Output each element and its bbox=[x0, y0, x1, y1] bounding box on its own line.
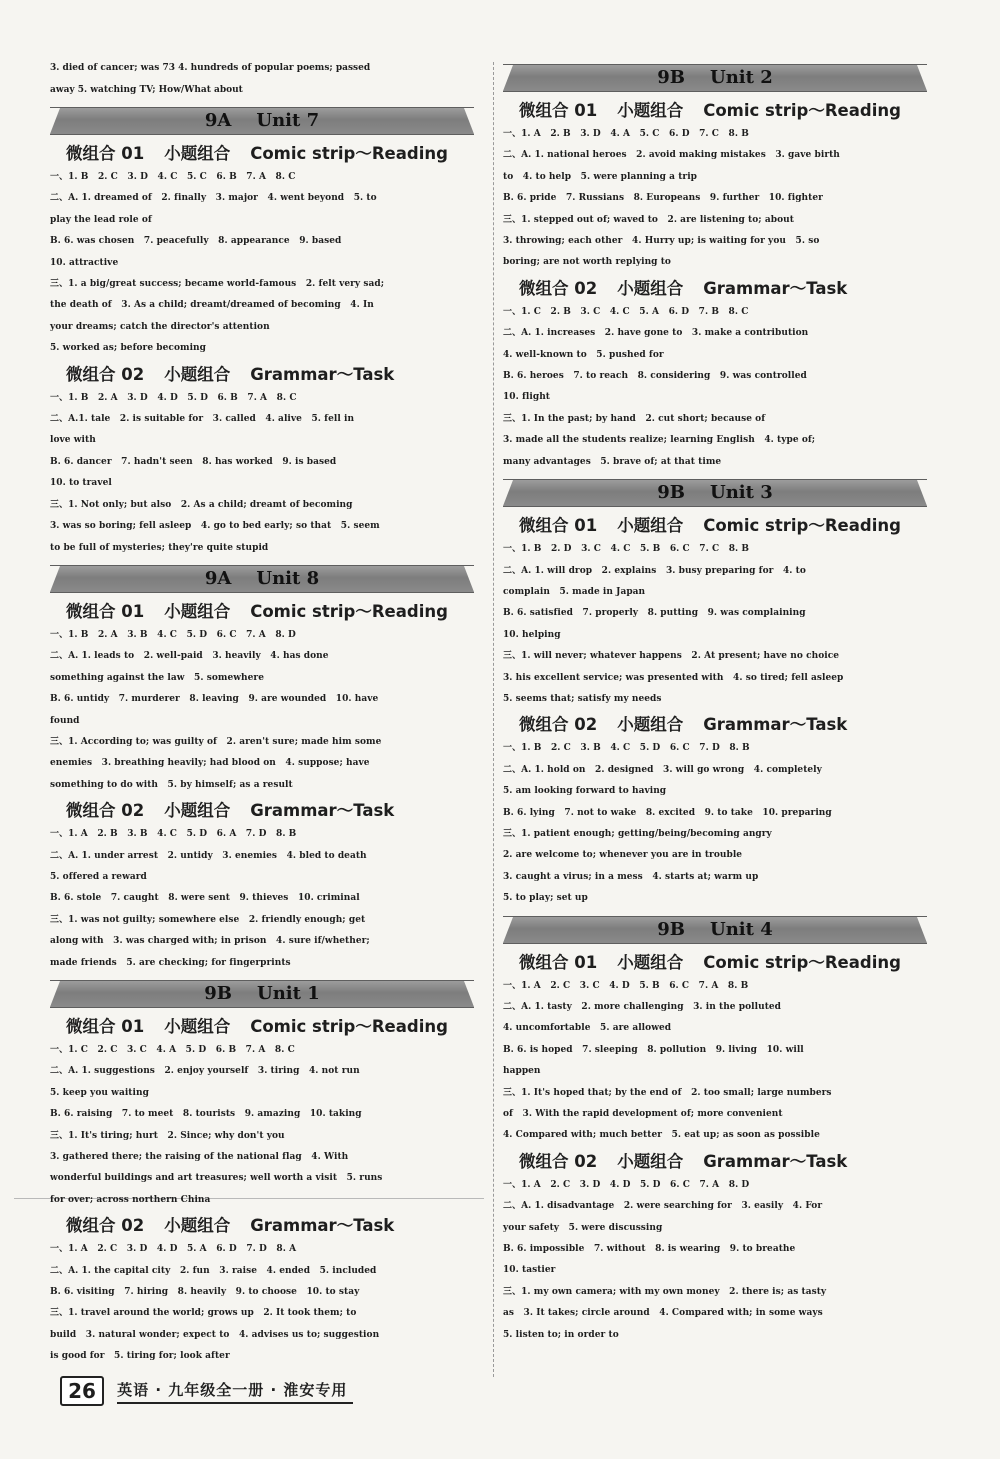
book-title: 英语 · 九年级全一册 · 淮安专用 bbox=[117, 1379, 353, 1404]
answer-line: 三、1. It's tiring; hurt 2. Since; why don't you bbox=[50, 1130, 285, 1141]
unit-header bbox=[50, 107, 474, 135]
answer-line: B. 6. satisfied 7. properly 8. putting 9. was complaining bbox=[503, 608, 806, 619]
answer-line: wonderful buildings and art treasures; well worth a visit 5. runs bbox=[50, 1173, 383, 1184]
answer-line: to 4. to help 5. were planning a trip bbox=[503, 171, 698, 182]
group-range: Comic strip～Reading bbox=[250, 1017, 448, 1036]
answer-line: 3. gathered there; the raising of the national flag 4. With bbox=[50, 1152, 349, 1163]
answer-line: 二、A. 1. under arrest 2. untidy 3. enemies 4. bled to death bbox=[50, 850, 367, 861]
group-number: 微组合 02 bbox=[519, 715, 598, 735]
unit-section bbox=[50, 565, 486, 974]
header-corner-left bbox=[503, 65, 513, 91]
unit-header bbox=[50, 565, 474, 593]
group-type: 小题组合 bbox=[164, 601, 231, 621]
answer-line: 二、A. 1. suggestions 2. enjoy yourself 3. tiring 4. not run bbox=[50, 1066, 360, 1077]
header-corner-right bbox=[917, 480, 927, 506]
group-range: Comic strip～Reading bbox=[250, 601, 448, 621]
answer-line: 一、1. B 2. C 3. D 4. C 5. C 6. B 7. A 8. C bbox=[50, 172, 296, 182]
answer-line: 二、A. 1. leads to 2. well-paid 3. heavily 4. has done bbox=[50, 651, 329, 662]
group-number: 微组合 02 bbox=[66, 364, 145, 384]
answer-line: to be full of mysteries; they're quite stupid bbox=[50, 542, 269, 553]
answer-line: 5. seems that; satisfy my needs bbox=[503, 693, 662, 704]
header-corner-left bbox=[50, 981, 60, 1007]
answer-line: 一、1. B 2. A 3. D 4. D 5. D 6. B 7. A 8. C bbox=[50, 392, 297, 403]
answer-line: 三、1. According to; was guilty of 2. aren't sure; made him some bbox=[50, 736, 382, 747]
sub-section-header bbox=[66, 362, 486, 388]
answer-line: 二、A. 1. hold on 2. designed 3. will go wrong 4. completely bbox=[503, 764, 822, 775]
right-column bbox=[503, 58, 935, 1346]
answer-line: B. 6. lying 7. not to wake 8. excited 9. to take 10. preparing bbox=[503, 807, 832, 818]
answer-line: 5. to play; set up bbox=[503, 893, 588, 904]
answer-line: build 3. natural wonder; expect to 4. advises us to; suggestion bbox=[50, 1329, 380, 1340]
answer-line: 三、1. In the past; by hand 2. cut short; because of bbox=[503, 413, 766, 424]
answer-line: something against the law 5. somewhere bbox=[50, 672, 264, 683]
group-number: 微组合 01 bbox=[66, 601, 145, 621]
sub-section-header bbox=[66, 798, 486, 824]
answer-line: 二、A.1. tale 2. is suitable for 3. called 4. alive 5. fell in bbox=[50, 414, 355, 425]
answer-line: 三、1. patient enough; getting/being/becoming angry bbox=[503, 828, 772, 839]
answer-line: 三、1. a big/great success; became world-famous 2. felt very sad; bbox=[50, 279, 385, 290]
answer-line: along with 3. was charged with; in prison 4. sure if/whether; bbox=[50, 936, 370, 947]
group-number: 微组合 02 bbox=[66, 801, 145, 821]
group-type: 小题组合 bbox=[164, 1216, 231, 1236]
unit-title: 9A Unit 8 bbox=[204, 567, 320, 589]
header-corner-left bbox=[503, 917, 513, 943]
sub-section-header bbox=[519, 712, 935, 738]
answer-line: boring; are not worth replying to bbox=[503, 257, 671, 268]
sub-section-header bbox=[66, 599, 486, 625]
group-type: 小题组合 bbox=[164, 144, 231, 163]
right-units bbox=[503, 64, 935, 1346]
group-number: 微组合 01 bbox=[519, 516, 598, 536]
sub-section-header bbox=[66, 1014, 486, 1040]
answer-line: 3. throwing; each other 4. Hurry up; is waiting for you 5. so bbox=[503, 236, 820, 247]
group-number: 微组合 02 bbox=[66, 1216, 145, 1236]
sub-section-header bbox=[519, 513, 935, 539]
answer-line: 三、1. stepped out of; waved to 2. are listening to; about bbox=[503, 214, 794, 225]
answer-line: of 3. With the rapid development of; more convenient bbox=[503, 1109, 783, 1120]
answer-line: 一、1. A 2. C 3. C 4. D 5. B 6. C 7. A 8. B bbox=[503, 980, 749, 991]
answer-line: 4. uncomfortable 5. are allowed bbox=[503, 1023, 672, 1034]
unit-header bbox=[50, 980, 474, 1008]
group-range: Comic strip～Reading bbox=[703, 101, 901, 120]
unit-header bbox=[503, 64, 927, 92]
answer-line: love with bbox=[50, 435, 96, 446]
group-type: 小题组合 bbox=[617, 715, 684, 735]
header-corner-right bbox=[464, 108, 474, 134]
page-footer bbox=[60, 1376, 353, 1404]
header-corner-left bbox=[503, 480, 513, 506]
header-corner-right bbox=[464, 566, 474, 592]
group-number: 微组合 01 bbox=[519, 101, 598, 120]
answer-line: B. 6. is hoped 7. sleeping 8. pollution 9. living 10. will bbox=[503, 1044, 804, 1055]
answer-line: play the lead role of bbox=[50, 214, 152, 225]
answer-line: something to do with 5. by himself; as a result bbox=[50, 779, 293, 790]
answer-line: is good for 5. tiring for; look after bbox=[50, 1351, 230, 1362]
answer-line: 二、A. 1. disadvantage 2. were searching for 3. easily 4. For bbox=[503, 1201, 823, 1212]
header-corner-left bbox=[50, 108, 60, 134]
sub-section-header bbox=[519, 1149, 935, 1175]
answer-line: B. 6. visiting 7. hiring 8. heavily 9. to choose 10. to stay bbox=[50, 1287, 360, 1298]
answer-line: B. 6. untidy 7. murderer 8. leaving 9. are wounded 10. have bbox=[50, 694, 379, 705]
unit-title: 9B Unit 1 bbox=[204, 983, 320, 1004]
answer-line: B. 6. stole 7. caught 8. were sent 9. thieves 10. criminal bbox=[50, 893, 360, 904]
unit-section bbox=[503, 479, 935, 910]
answer-line: 一、1. A 2. C 3. D 4. D 5. D 6. C 7. A 8. D bbox=[503, 1179, 750, 1190]
answer-line: 4. well-known to 5. pushed for bbox=[503, 349, 664, 360]
header-corner-left bbox=[50, 566, 60, 592]
answer-line: 5. listen to; in order to bbox=[503, 1329, 619, 1340]
answer-line: 3. caught a virus; in a mess 4. starts at; warm up bbox=[503, 871, 759, 882]
group-range: Comic strip～Reading bbox=[250, 144, 448, 163]
intro-line: away 5. watching TV; How/What about bbox=[50, 84, 243, 95]
header-corner-right bbox=[917, 917, 927, 943]
group-type: 小题组合 bbox=[617, 952, 684, 972]
group-type: 小题组合 bbox=[164, 364, 231, 384]
group-range: Grammar～Task bbox=[703, 1151, 848, 1171]
answer-line: 5. worked as; before becoming bbox=[50, 343, 206, 354]
answer-line: 三、1. It's hoped that; by the end of 2. too small; large numbers bbox=[503, 1087, 832, 1098]
answer-line: 一、1. A 2. B 3. B 4. C 5. D 6. A 7. D 8. B bbox=[50, 829, 297, 840]
answer-line: 三、1. my own camera; with my own money 2. there is; as tasty bbox=[503, 1286, 827, 1297]
header-corner-right bbox=[464, 981, 474, 1007]
answer-line: B. 6. impossible 7. without 8. is wearing 9. to breathe bbox=[503, 1244, 796, 1255]
answer-line: the death of 3. As a child; dreamt/dreamed of becoming 4. In bbox=[50, 300, 374, 311]
answer-line: 3. made all the students realize; learning English 4. type of; bbox=[503, 435, 816, 446]
answer-line: 10. flight bbox=[503, 392, 550, 403]
group-range: Grammar～Task bbox=[703, 715, 848, 735]
answer-line: 5. keep you waiting bbox=[50, 1087, 149, 1098]
answer-line: enemies 3. breathing heavily; had blood on 4. suppose; have bbox=[50, 758, 370, 769]
answer-line: 二、A. 1. increases 2. have gone to 3. make a contribution bbox=[503, 328, 809, 339]
group-number: 微组合 02 bbox=[519, 278, 598, 298]
group-range: Comic strip～Reading bbox=[703, 952, 901, 972]
answer-line: 一、1. B 2. C 3. B 4. C 5. D 6. C 7. D 8. B bbox=[503, 743, 750, 754]
answer-line: 二、A. 1. national heroes 2. avoid making mistakes 3. gave birth bbox=[503, 150, 840, 161]
answer-line: 10. tastier bbox=[503, 1265, 556, 1276]
answer-line: B. 6. dancer 7. hadn't seen 8. has worked 9. is based bbox=[50, 456, 337, 467]
sub-section-header bbox=[519, 98, 935, 124]
answer-line: your dreams; catch the director's attention bbox=[50, 321, 270, 332]
answer-line: 3. his excellent service; was presented with 4. so tired; fell asleep bbox=[503, 672, 844, 683]
group-type: 小题组合 bbox=[617, 516, 684, 536]
answer-line: 3. was so boring; fell asleep 4. go to bed early; so that 5. seem bbox=[50, 521, 380, 532]
sub-section-header bbox=[519, 950, 935, 976]
sub-section-header bbox=[66, 1213, 486, 1239]
answer-line: 三、1. will never; whatever happens 2. At present; have no choice bbox=[503, 651, 840, 662]
answer-line: 5. offered a reward bbox=[50, 871, 147, 882]
group-type: 小题组合 bbox=[617, 101, 684, 120]
answer-line: 三、1. travel around the world; grows up 2. It took them; to bbox=[50, 1308, 357, 1319]
unit-title: 9B Unit 3 bbox=[657, 482, 773, 504]
page-number: 26 bbox=[60, 1376, 104, 1406]
intro-block bbox=[50, 58, 486, 101]
unit-section bbox=[50, 980, 486, 1368]
group-number: 微组合 01 bbox=[66, 144, 145, 163]
unit-header bbox=[503, 916, 927, 944]
sub-section-header bbox=[519, 276, 935, 302]
answer-line: 10. to travel bbox=[50, 478, 112, 489]
answer-line: complain 5. made in Japan bbox=[503, 586, 646, 597]
answer-line: B. 6. was chosen 7. peacefully 8. appearance 9. based bbox=[50, 236, 342, 247]
left-column bbox=[50, 58, 486, 1368]
left-units bbox=[50, 107, 486, 1368]
unit-section bbox=[503, 64, 935, 473]
answer-line: 一、1. A 2. C 3. D 4. D 5. A 6. D 7. D 8. A bbox=[50, 1244, 297, 1255]
answer-line: 2. are welcome to; whenever you are in trouble bbox=[503, 850, 743, 861]
unit-section bbox=[50, 107, 486, 559]
answer-line: B. 6. pride 7. Russians 8. Europeans 9. further 10. fighter bbox=[503, 193, 823, 204]
answer-line: 二、A. 1. tasty 2. more challenging 3. in the polluted bbox=[503, 1002, 782, 1012]
answer-line: 一、1. C 2. B 3. C 4. C 5. A 6. D 7. B 8. C bbox=[503, 306, 749, 317]
answer-line: 4. Compared with; much better 5. eat up; as soon as possible bbox=[503, 1130, 820, 1141]
group-number: 微组合 01 bbox=[66, 1017, 145, 1036]
group-type: 小题组合 bbox=[617, 1151, 684, 1171]
answer-line: 10. attractive bbox=[50, 257, 119, 268]
unit-header bbox=[503, 479, 927, 507]
group-range: Grammar～Task bbox=[250, 364, 395, 384]
sub-section-header bbox=[66, 141, 486, 167]
group-range: Grammar～Task bbox=[250, 801, 395, 821]
answer-line: 三、1. Not only; but also 2. As a child; dreamt of becoming bbox=[50, 499, 353, 510]
answer-line: 一、1. B 2. A 3. B 4. C 5. D 6. C 7. A 8. D bbox=[50, 629, 296, 640]
group-number: 微组合 01 bbox=[519, 952, 598, 972]
answer-line: made friends 5. are checking; for fingerprints bbox=[50, 957, 291, 968]
header-corner-right bbox=[917, 65, 927, 91]
answer-line: your safety 5. were discussing bbox=[503, 1222, 663, 1233]
unit-title: 9B Unit 2 bbox=[657, 67, 773, 88]
group-range: Grammar～Task bbox=[703, 278, 848, 298]
answer-line: 三、1. was not guilty; somewhere else 2. friendly enough; get bbox=[50, 914, 366, 925]
answer-line: happen bbox=[503, 1066, 541, 1077]
unit-section bbox=[503, 916, 935, 1347]
answer-line: for over; across northern China bbox=[50, 1194, 211, 1205]
unit-title: 9B Unit 4 bbox=[657, 918, 773, 940]
answer-line: 二、A. 1. will drop 2. explains 3. busy preparing for 4. to bbox=[503, 565, 806, 576]
answer-line: B. 6. heroes 7. to reach 8. considering 9. was controlled bbox=[503, 371, 807, 382]
answer-line: B. 6. raising 7. to meet 8. tourists 9. amazing 10. taking bbox=[50, 1109, 362, 1120]
answer-line: 一、1. C 2. C 3. C 4. A 5. D 6. B 7. A 8. C bbox=[50, 1045, 295, 1055]
answer-line: many advantages 5. brave of; at that time bbox=[503, 456, 722, 467]
group-number: 微组合 02 bbox=[519, 1151, 598, 1171]
answer-line: 一、1. B 2. D 3. C 4. C 5. B 6. C 7. C 8. B bbox=[503, 544, 750, 555]
group-type: 小题组合 bbox=[164, 1017, 231, 1036]
intro-line: 3. died of cancer; was 73 4. hundreds of popular poems; passed bbox=[50, 63, 371, 73]
answer-line: 一、1. A 2. B 3. D 4. A 5. C 6. D 7. C 8. B bbox=[503, 129, 749, 139]
group-range: Grammar～Task bbox=[250, 1216, 395, 1236]
answer-line: found bbox=[50, 715, 80, 726]
group-type: 小题组合 bbox=[617, 278, 684, 298]
answer-line: 二、A. 1. the capital city 2. fun 3. raise 4. ended 5. included bbox=[50, 1265, 377, 1276]
group-range: Comic strip～Reading bbox=[703, 516, 901, 536]
group-type: 小题组合 bbox=[164, 801, 231, 821]
answer-line: as 3. It takes; circle around 4. Compared with; in some ways bbox=[503, 1308, 823, 1319]
answer-line: 二、A. 1. dreamed of 2. finally 3. major 4. went beyond 5. to bbox=[50, 193, 377, 204]
answer-line: 5. am looking forward to having bbox=[503, 786, 667, 797]
column-divider bbox=[493, 62, 494, 1377]
answer-line: 10. helping bbox=[503, 629, 561, 640]
unit-title: 9A Unit 7 bbox=[204, 110, 320, 131]
